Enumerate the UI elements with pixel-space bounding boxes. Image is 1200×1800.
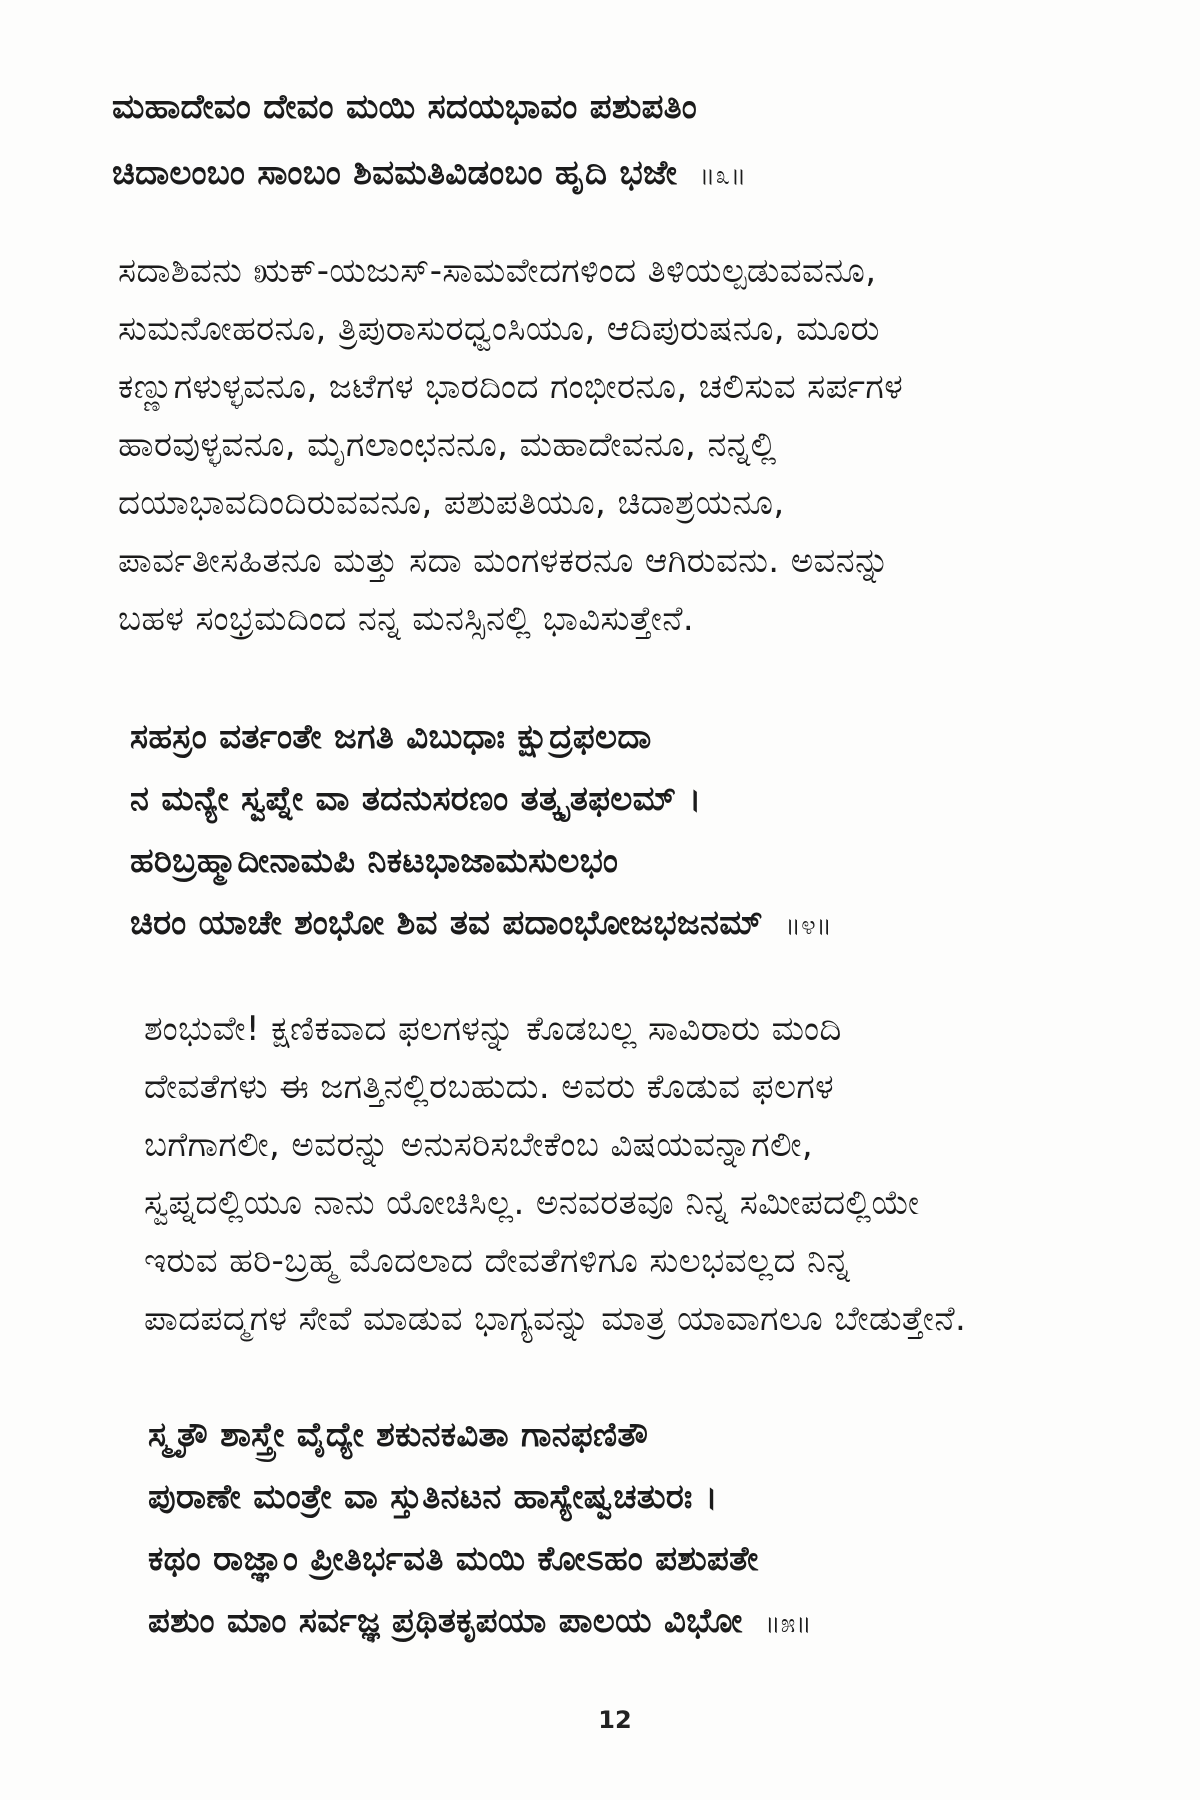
verse-line [130,712,652,762]
commentary-line-text: ಕಣ್ಣುಗಳುಳ್ಳವನೂ, ಜಟೆಗಳ ಭಾರದಿಂದ ಗಂಭೀರನೂ, ಚಲಿಸುವ ಸರ್ಪಗಳ [118,367,904,407]
verse-line-text: ಮಹಾದೇವಂ ದೇವಂ ಮಯಿ ಸದಯಭಾವಂ ಪಶುಪತಿಂ [112,87,698,127]
verse-line-text: ಕಥಂ ರಾಜ್ಞಾಂ ಪ್ರೀತಿರ್ಭವತಿ ಮಯಿ ಕೋಽಹಂ ಪಶುಪತೇ [148,1539,759,1579]
commentary-line [144,1178,920,1228]
commentary-line-text: ದಯಾಭಾವದಿಂದಿರುವವನೂ, ಪಶುಪತಿಯೂ, ಚಿದಾಶ್ರಯನೂ, [118,483,785,523]
verse-number: ॥೩॥ [699,161,747,191]
commentary-line [118,304,880,354]
commentary-line-text: ಸುಮನೋಹರನೂ, ತ್ರಿಪುರಾಸುರಧ್ವಂಸಿಯೂ, ಆದಿಪುರುಷನೂ, ಮೂರು [118,309,880,349]
verse-line-text: ಚಿದಾಲಂಬಂ ಸಾಂಬಂ ಶಿವಮತಿವಿಡಂಬಂ ಹೃದಿ ಭಜೇ [112,153,678,193]
commentary-line-text: ದೇವತೆಗಳು ಈ ಜಗತ್ತಿನಲ್ಲಿರಬಹುದು. ಅವರು ಕೊಡುವ ಫಲಗಳ [144,1067,835,1107]
commentary-line-text: ಶಂಭುವೇ! ಕ್ಷಣಿಕವಾದ ಫಲಗಳನ್ನು ಕೊಡಬಲ್ಲ ಸಾವಿರಾರು ಮಂದಿ [144,1009,842,1049]
verse-number: ॥೪॥ [784,911,833,941]
commentary-line [118,478,785,528]
commentary-line [144,1120,813,1170]
commentary-line-text: ಸ್ವಪ್ನದಲ್ಲಿಯೂ ನಾನು ಯೋಚಿಸಿಲ್ಲ. ಅನವರತವೂ ನಿನ್ನ ಸಮೀಪದಲ್ಲಿಯೇ [144,1183,920,1223]
commentary-line [144,1062,834,1112]
verse-line [112,148,746,198]
commentary-line-text: ಪಾರ್ವತೀಸಹಿತನೂ ಮತ್ತು ಸದಾ ಮಂಗಳಕರನೂ ಆಗಿರುವನು. ಅವನನ್ನು [118,541,890,581]
verse-line-text: ನ ಮನ್ಯೇ ಸ್ವಪ್ನೇ ವಾ ತದನುಸರಣಂ ತತ್ಕೃತಫಲಮ್ । [130,779,702,819]
verse-line [130,774,702,824]
commentary-line [118,246,876,296]
verse-line-text: ಸ್ಮೃತೌ ಶಾಸ್ತ್ರೇ ವೈದ್ಯೇ ಶಕುನಕವಿತಾ ಗಾನಫಣಿತೌ [148,1415,649,1455]
verse-line-text: ಸಹಸ್ರಂ ವರ್ತಂತೇ ಜಗತಿ ವಿಬುಧಾಃ ಕ್ಷುದ್ರಫಲದಾ [130,717,652,757]
verse-line-text: ಹರಿಬ್ರಹ್ಮಾದೀನಾಮಪಿ ನಿಕಟಭಾಜಾಮಸುಲಭಂ [130,841,619,881]
verse-number: ॥೫॥ [764,1609,812,1639]
commentary-line-text: ಬಹಳ ಸಂಭ್ರಮದಿಂದ ನನ್ನ ಮನಸ್ಸಿನಲ್ಲಿ ಭಾವಿಸುತ್ತೇನೆ. [118,599,695,639]
verse-line [130,836,618,886]
commentary-line [144,1294,966,1344]
verse-line-text: ಚಿರಂ ಯಾಚೇ ಶಂಭೋ ಶಿವ ತವ ಪದಾಂಭೋಜಭಜನಮ್ [130,903,763,943]
commentary-line-text: ಇರುವ ಹರಿ-ಬ್ರಹ್ಮ ಮೊದಲಾದ ದೇವತೆಗಳಿಗೂ ಸುಲಭವಲ್ಲದ ನಿನ್ನ [144,1241,851,1281]
commentary-line [118,594,694,644]
verse-line-text: ಪುರಾಣೇ ಮಂತ್ರೇ ವಾ ಸ್ತುತಿನಟನ ಹಾಸ್ಯೇಷ್ವಚತುರಃ । [148,1477,718,1517]
verse-line [148,1534,759,1584]
verse-line-text: ಪಶುಂ ಮಾಂ ಸರ್ವಜ್ಞ ಪ್ರಥಿತಕೃಪಯಾ ಪಾಲಯ ವಿಭೋ [148,1601,743,1641]
commentary-line-text: ಹಾರವುಳ್ಳವನೂ, ಮೃಗಲಾಂಛನನೂ, ಮಹಾದೇವನೂ, ನನ್ನಲ್ಲಿ [118,425,777,465]
verse-line [148,1596,812,1646]
commentary-line-text: ಬಗೆಗಾಗಲೀ, ಅವರನ್ನು ಅನುಸರಿಸಬೇಕೆಂಬ ವಿಷಯವನ್ನಾಗಲೀ, [144,1125,814,1165]
commentary-line [118,536,890,586]
commentary-line [144,1004,842,1054]
commentary-line-text: ಪಾದಪದ್ಮಗಳ ಸೇವೆ ಮಾಡುವ ಭಾಗ್ಯವನ್ನು ಮಾತ್ರ ಯಾವಾಗಲೂ ಬೇಡುತ್ತೇನೆ. [144,1299,967,1339]
commentary-line [118,362,903,412]
verse-line [148,1472,718,1522]
verse-line [130,898,832,948]
page-number: 12 [598,1706,632,1734]
commentary-line [118,420,777,470]
verse-line [112,82,697,132]
verse-line [148,1410,648,1460]
commentary-line-text: ಸದಾಶಿವನು ಋಕ್-ಯಜುಸ್-ಸಾಮವೇದಗಳಿಂದ ತಿಳಿಯಲ್ಪಡುವವನೂ, [118,251,877,291]
commentary-line [144,1236,850,1286]
